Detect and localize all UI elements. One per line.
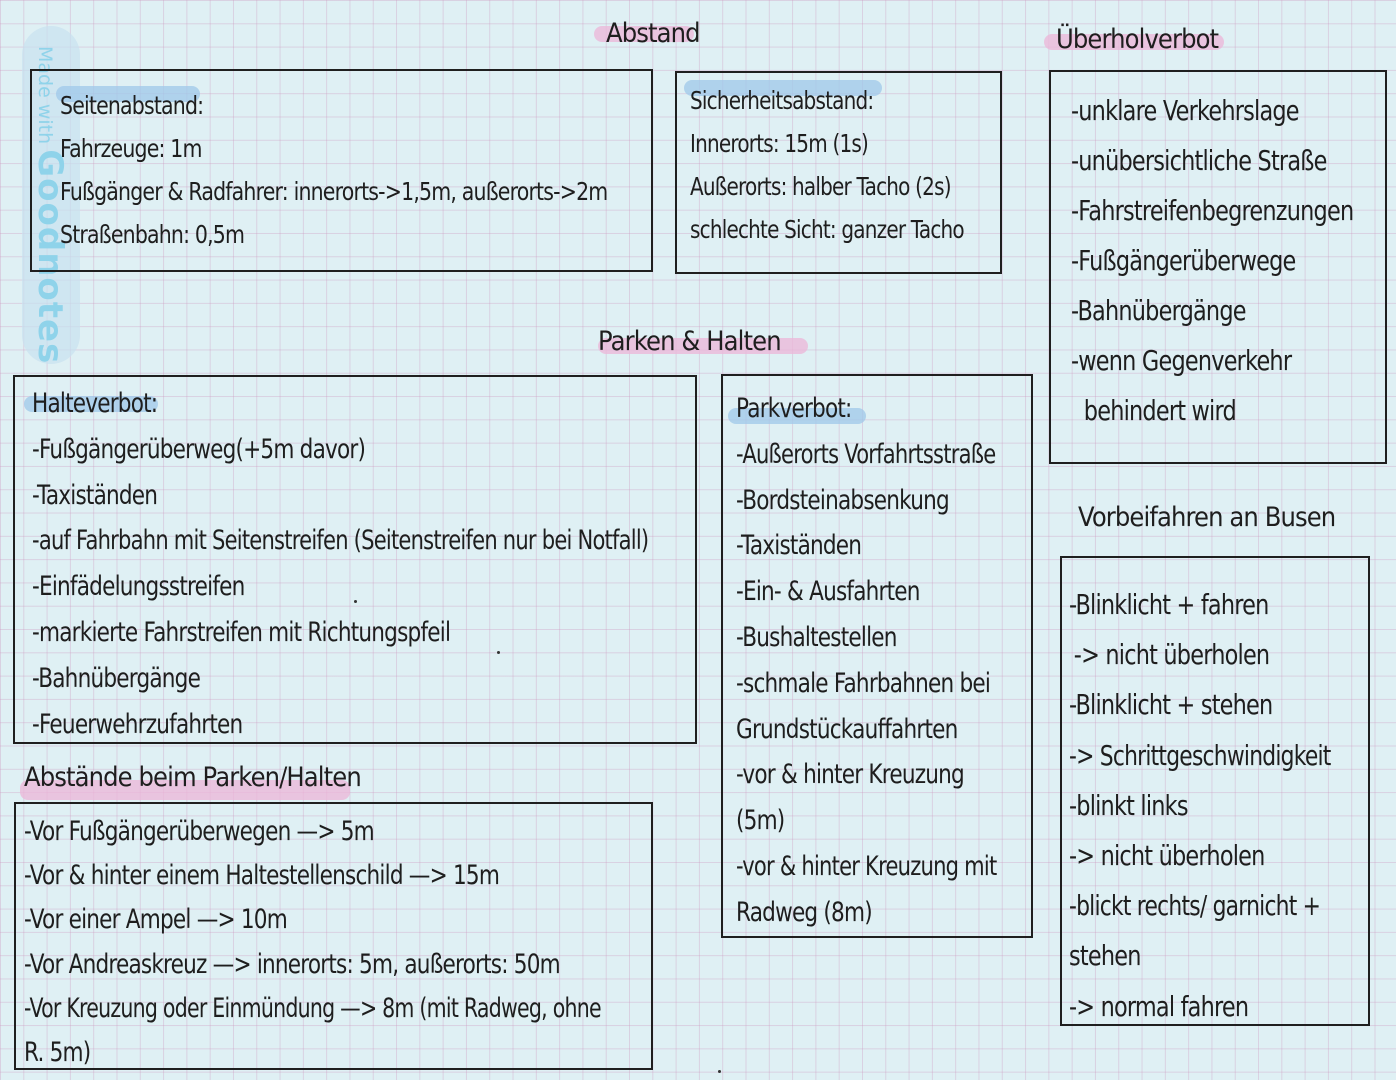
list-item: -Bordsteinabsenkung [736,484,949,516]
list-item: -Bahnübergänge [1071,294,1246,327]
list-item: -wenn Gegenverkehr [1071,344,1292,377]
pen-dot [354,600,357,603]
list-item: -> Schrittgeschwindigkeit [1069,738,1331,772]
list-item: -vor & hinter Kreuzung mit [736,850,997,882]
list-item: -unklare Verkehrslage [1071,94,1299,127]
list-item: -vor & hinter Kreuzung [736,759,964,791]
parkverbot-list [736,386,1070,936]
list-item: -Vor Fußgängerüberwegen —> 5m [24,816,374,847]
list-item: -Taxiständen [32,479,158,511]
halteverbot-list [32,381,822,747]
list-item: -Ein- & Ausfahrten [736,576,920,608]
list-item: -Vor & hinter einem Haltestellenschild —> 15m [24,860,500,892]
list-item: -Fußgängerüberweg(+5m davor) [32,433,366,465]
heading-vorbeifahren: Vorbeifahren an Busen [1078,502,1336,533]
list-item: Außerorts: halber Tacho (2s) [690,172,951,201]
watermark-made-with: Made with [34,46,56,145]
list-item: -> nicht überholen [1073,638,1270,672]
list-item: -Bahnübergänge [32,662,201,694]
abstaende-list [24,810,783,1075]
parkverbot-title: Parkverbot: [736,393,852,424]
list-item: -Vor einer Ampel —> 10m [24,904,287,936]
list-item: Radweg (8m) [736,896,872,928]
list-item: schlechte Sicht: ganzer Tacho [690,215,964,244]
list-item: -unübersichtliche Straße [1071,144,1327,177]
list-item: -Fahrstreifenbegrenzungen [1071,194,1354,227]
list-item: -Taxiständen [736,530,862,562]
list-item: Fußgänger & Radfahrer: innerorts->1,5m, außerorts->2m [60,177,608,206]
heading-parken-halten: Parken & Halten [598,326,781,357]
list-item: -Bushaltestellen [736,621,897,653]
list-item: -> normal fahren [1069,989,1249,1023]
list-item: -Vor Kreuzung oder Einmündung —> 8m (mit Radweg, ohne [24,992,601,1024]
sicherheitsabstand-title: Sicherheitsabstand: [690,86,874,115]
list-item: Fahrzeuge: 1m [60,134,202,163]
list-item: -> nicht überholen [1069,839,1265,873]
list-item: Grundstückauffahrten [736,713,958,745]
heading-ueberholverbot: Überholverbot [1056,24,1219,55]
list-item: -blinkt links [1069,788,1188,822]
ueberholverbot-list [1071,86,1396,436]
list-item: -Einfädelungsstreifen [32,571,245,603]
list-item: behindert wird [1083,394,1236,427]
list-item: -schmale Fahrbahnen bei [736,667,991,699]
list-item: (5m) [736,805,785,837]
heading-abstaende: Abstände beim Parken/Halten [24,762,361,793]
list-item: -Blinklicht + stehen [1069,688,1273,722]
seitenabstand-list [60,84,728,256]
pen-dot [497,651,500,654]
list-item: -Feuerwehrzufahrten [32,708,243,740]
list-item: Straßenbahn: 0,5m [60,220,245,249]
list-item: -Außerorts Vorfahrtsstraße [736,438,996,470]
list-item: -Fußgängerüberwege [1071,244,1296,277]
list-item: -blickt rechts/ garnicht + [1069,889,1321,923]
list-item: -Blinklicht + fahren [1069,588,1269,621]
sicherheitsabstand-list [690,79,1032,251]
list-item: -Vor Andreaskreuz —> innerorts: 5m, außerorts: 50m [24,948,560,980]
list-item: Innerorts: 15m (1s) [690,129,868,158]
pen-dot [718,1070,721,1073]
halteverbot-title: Halteverbot: [32,388,158,419]
list-item: stehen [1069,939,1141,973]
list-item: -auf Fahrbahn mit Seitenstreifen (Seitenstreifen nur bei Notfall) [32,525,649,557]
seitenabstand-title: Seitenabstand: [60,91,204,120]
heading-abstand: Abstand [606,18,700,49]
watermark-brand: Goodnotes [30,149,70,365]
vorbeifahren-list [1069,580,1396,1032]
list-item: -markierte Fahrstreifen mit Richtungspfeil [32,616,451,648]
list-item: R. 5m) [24,1037,91,1069]
